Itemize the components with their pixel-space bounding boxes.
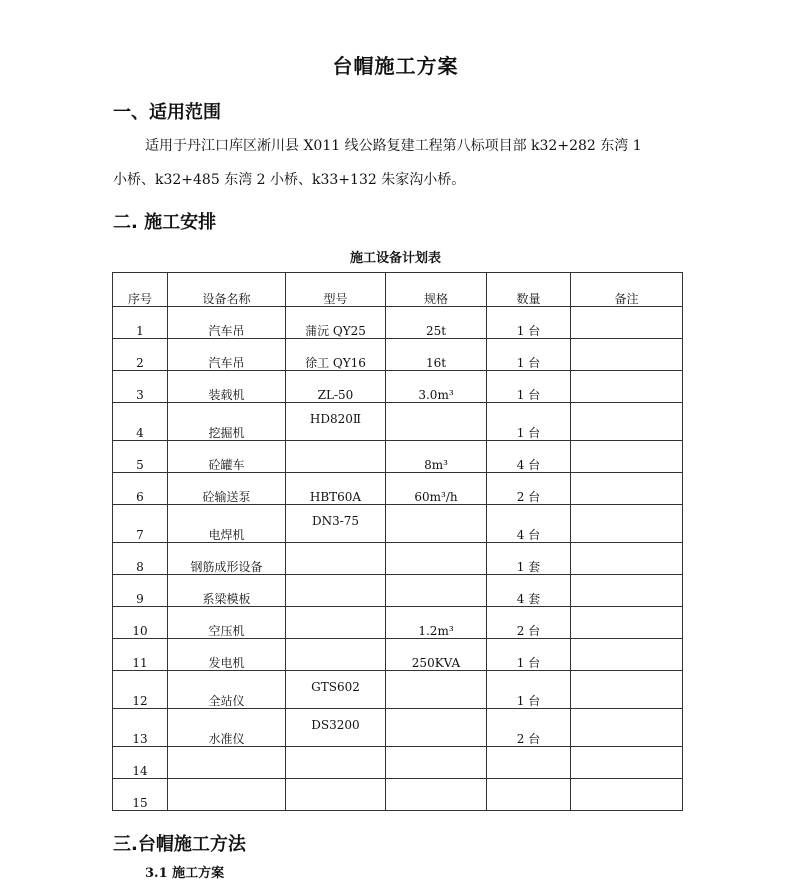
cell-note	[571, 747, 683, 779]
header-spec: 规格	[386, 273, 487, 307]
cell-no: 4	[113, 403, 168, 441]
cell-spec	[386, 709, 487, 747]
cell-name: 钢筋成形设备	[168, 543, 286, 575]
table-row	[113, 607, 683, 639]
section-heading-arrangement: 二. 施工安排	[113, 212, 217, 233]
scope-paragraph-line2: 小桥、k32+485 东湾 2 小桥、k33+132 朱家沟小桥。	[113, 172, 466, 188]
cell-note	[571, 307, 683, 339]
cell-spec	[386, 505, 487, 543]
cell-qty: 1 台	[487, 339, 571, 371]
cell-note	[571, 575, 683, 607]
cell-qty: 1 台	[487, 671, 571, 709]
table-row	[113, 371, 683, 403]
cell-no: 2	[113, 339, 168, 371]
cell-note	[571, 543, 683, 575]
cell-spec	[386, 671, 487, 709]
table-header-row	[113, 273, 683, 307]
cell-spec	[386, 575, 487, 607]
cell-note	[571, 779, 683, 811]
cell-qty: 1 套	[487, 543, 571, 575]
table-row	[113, 307, 683, 339]
cell-note	[571, 473, 683, 505]
cell-qty	[487, 747, 571, 779]
scope-paragraph-line1: 适用于丹江口库区淅川县 X011 线公路复建工程第八标项目部 k32+282 东湾 1	[145, 138, 642, 154]
cell-model: ZL-50	[286, 371, 386, 403]
cell-model	[286, 639, 386, 671]
cell-qty: 1 台	[487, 307, 571, 339]
table-row	[113, 639, 683, 671]
cell-no: 10	[113, 607, 168, 639]
cell-note	[571, 441, 683, 473]
cell-qty: 2 台	[487, 607, 571, 639]
cell-qty: 2 台	[487, 709, 571, 747]
cell-name: 装载机	[168, 371, 286, 403]
cell-name	[168, 747, 286, 779]
section-heading-scope: 一、适用范围	[113, 102, 221, 123]
cell-name: 汽车吊	[168, 307, 286, 339]
cell-qty: 4 台	[487, 441, 571, 473]
cell-no: 1	[113, 307, 168, 339]
cell-name: 砼输送泵	[168, 473, 286, 505]
cell-spec: 1.2m³	[386, 607, 487, 639]
header-model: 型号	[286, 273, 386, 307]
header-note: 备注	[571, 273, 683, 307]
cell-no: 11	[113, 639, 168, 671]
table-row	[113, 779, 683, 811]
cell-model	[286, 441, 386, 473]
cell-qty: 1 台	[487, 639, 571, 671]
cell-model	[286, 607, 386, 639]
cell-name: 全站仪	[168, 671, 286, 709]
equipment-table	[112, 272, 683, 811]
cell-model	[286, 543, 386, 575]
cell-note	[571, 709, 683, 747]
cell-note	[571, 607, 683, 639]
cell-name: 水准仪	[168, 709, 286, 747]
cell-model: 蒲沅 QY25	[286, 307, 386, 339]
cell-name: 系梁模板	[168, 575, 286, 607]
table-row	[113, 473, 683, 505]
cell-no: 14	[113, 747, 168, 779]
cell-qty: 1 台	[487, 371, 571, 403]
cell-spec	[386, 403, 487, 441]
cell-name: 电焊机	[168, 505, 286, 543]
table-row	[113, 403, 683, 441]
cell-model: HBT60A	[286, 473, 386, 505]
cell-qty: 1 台	[487, 403, 571, 441]
cell-spec: 60m³/h	[386, 473, 487, 505]
cell-no: 9	[113, 575, 168, 607]
cell-name: 汽车吊	[168, 339, 286, 371]
cell-spec: 16t	[386, 339, 487, 371]
table-row	[113, 671, 683, 709]
header-qty: 数量	[487, 273, 571, 307]
section-heading-method: 三.台帽施工方法	[113, 834, 246, 855]
cell-model	[286, 747, 386, 779]
scope-paragraph	[113, 129, 693, 197]
cell-no: 7	[113, 505, 168, 543]
document-title: 台帽施工方案	[332, 54, 459, 78]
cell-no: 6	[113, 473, 168, 505]
cell-model: 徐工 QY16	[286, 339, 386, 371]
cell-spec	[386, 747, 487, 779]
cell-spec	[386, 779, 487, 811]
cell-spec: 3.0m³	[386, 371, 487, 403]
cell-no: 15	[113, 779, 168, 811]
cell-name: 空压机	[168, 607, 286, 639]
table-row	[113, 543, 683, 575]
table-row	[113, 505, 683, 543]
table-row	[113, 339, 683, 371]
cell-note	[571, 371, 683, 403]
table-row	[113, 709, 683, 747]
cell-note	[571, 403, 683, 441]
cell-no: 5	[113, 441, 168, 473]
cell-qty: 4 套	[487, 575, 571, 607]
cell-spec: 8m³	[386, 441, 487, 473]
cell-model: DN3-75	[286, 505, 386, 543]
cell-model: DS3200	[286, 709, 386, 747]
cell-note	[571, 671, 683, 709]
cell-qty: 2 台	[487, 473, 571, 505]
table-caption: 施工设备计划表	[349, 251, 441, 266]
header-name: 设备名称	[168, 273, 286, 307]
cell-no: 12	[113, 671, 168, 709]
cell-model: HD820Ⅱ	[286, 403, 386, 441]
table-row	[113, 441, 683, 473]
cell-spec: 25t	[386, 307, 487, 339]
cell-model	[286, 779, 386, 811]
cell-model: GTS602	[286, 671, 386, 709]
table-row	[113, 575, 683, 607]
cell-note	[571, 339, 683, 371]
cell-note	[571, 505, 683, 543]
subheading-plan: 3.1 施工方案	[145, 866, 225, 881]
cell-name: 发电机	[168, 639, 286, 671]
cell-spec: 250KVA	[386, 639, 487, 671]
cell-no: 8	[113, 543, 168, 575]
cell-note	[571, 639, 683, 671]
cell-spec	[386, 543, 487, 575]
cell-model	[286, 575, 386, 607]
table-row	[113, 747, 683, 779]
cell-qty: 4 台	[487, 505, 571, 543]
cell-qty	[487, 779, 571, 811]
cell-no: 13	[113, 709, 168, 747]
header-no: 序号	[113, 273, 168, 307]
cell-name: 砼罐车	[168, 441, 286, 473]
cell-name: 挖掘机	[168, 403, 286, 441]
cell-no: 3	[113, 371, 168, 403]
cell-name	[168, 779, 286, 811]
